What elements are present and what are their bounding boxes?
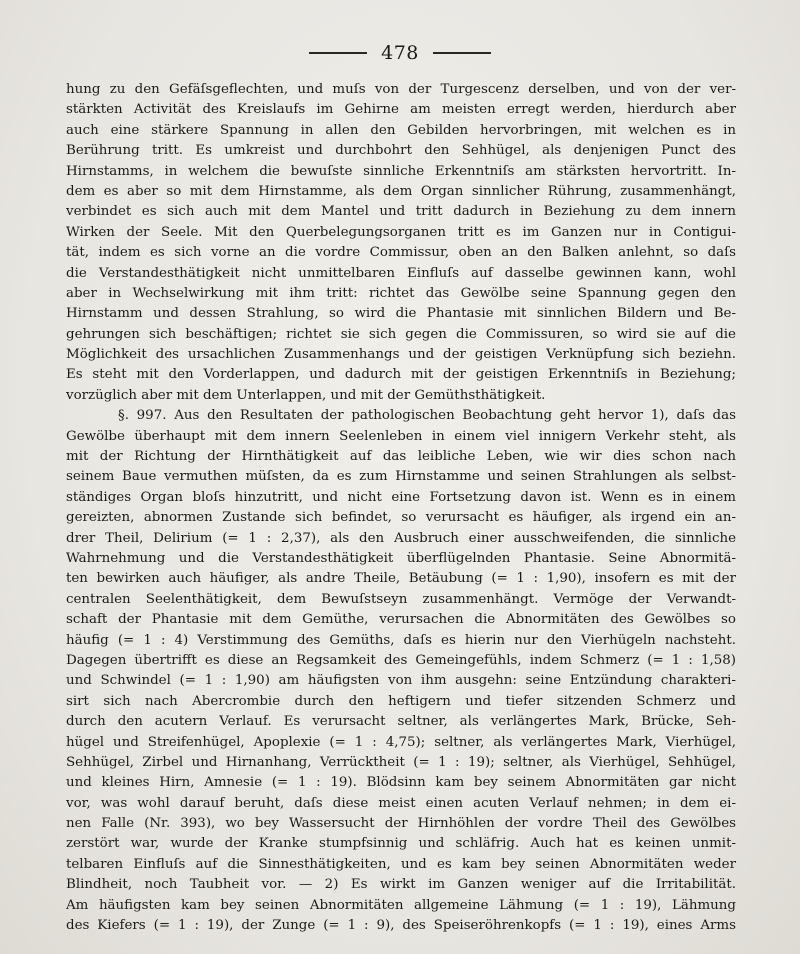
header-rule-right <box>433 52 491 54</box>
text-line: und Schwindel (= 1 : 1,90) am häufigsten von ihm ausgehn: seine Entzündung charakteri- <box>66 673 736 689</box>
text-line: Blindheit, noch Taubheit vor. — 2) Es wirkt im Ganzen weniger auf die Irritabilität. <box>66 877 736 893</box>
text-line: Wahrnehmung und die Verstandesthätigkeit überflügelnden Phantasie. Seine Abnormitä- <box>66 550 736 566</box>
text-line: tät, indem es sich vorne an die vordre Commissur, oben an den Balken anlehnt, so daſs <box>66 245 736 261</box>
text-line: ständiges Organ bloſs hinzutritt, und nicht eine Fortsetzung davon ist. Wenn es in einem <box>66 489 736 505</box>
text-line: ten bewirken auch häufiger, als andre Theile, Betäubung (= 1 : 1,90), insofern es mit der <box>66 571 736 587</box>
text-line: Gewölbe überhaupt mit dem innern Seelenleben in einem viel innigern Verkehr steht, als <box>66 428 736 444</box>
text-line: Möglichkeit des ursachlichen Zusammenhangs und der geistigen Verknüpfung sich beziehn. <box>66 347 736 363</box>
text-line: Sehhügel, Zirbel und Hirnanhang, Verrücktheit (= 1 : 19); seltner, als Vierhügel, Sehhügel, <box>66 754 736 770</box>
text-line: schaft der Phantasie mit dem Gemüthe, verursachen die Abnormitäten des Gewölbes so <box>66 612 736 628</box>
text-line: nen Falle (Nr. 393), wo bey Wassersucht der Hirnhöhlen der vordre Theil des Gewölbes <box>66 816 736 832</box>
text-line: die Verstandesthätigkeit nicht unmittelbaren Einfluſs auf dasselbe gewinnen kann, wohl <box>66 265 736 281</box>
text-line: auch eine stärkere Spannung in allen den Gebilden hervorbringen, mit welchen es in <box>66 122 736 138</box>
text-line: Hirnstamms, in welchem die bewuſste sinnliche Erkenntniſs am stärksten hervortritt. In- <box>66 163 736 179</box>
paragraph-start-line: §. 997. Aus den Resultaten der pathologischen Beobachtung geht hervor 1), daſs das <box>118 408 736 424</box>
text-line: drer Theil, Delirium (= 1 : 2,37), als den Ausbruch einer ausschweifenden, die sinnliche <box>66 530 736 546</box>
text-line: stärkten Activität des Kreislaufs im Gehirne am meisten erregt werden, hierdurch aber <box>66 102 736 118</box>
text-line: telbaren Einfluſs auf die Sinnesthätigkeiten, und es kam bey seinen Abnormitäten weder <box>66 856 736 872</box>
text-line: vorzüglich aber mit dem Unterlappen, und mit der Gemüthsthätigkeit. <box>66 387 546 403</box>
text-line: Dagegen übertrifft es diese an Regsamkeit des Gemeingefühls, indem Schmerz (= 1 : 1,58) <box>66 652 736 668</box>
text-line: seinem Baue vermuthen müſsten, da es zum Hirnstamme und seinen Strahlungen als selbst- <box>66 469 736 485</box>
text-line: Es steht mit den Vorderlappen, und dadurch mit der geistigen Erkenntniſs in Beziehung; <box>66 367 736 383</box>
header-rule-left <box>309 52 367 54</box>
text-line: hung zu den Gefäſsgeflechten, und muſs von der Turgescenz derselben, und von der ver- <box>66 82 736 97</box>
text-line: häufig (= 1 : 4) Verstimmung des Gemüths, daſs es hierin nur den Vierhügeln nachsteht. <box>66 632 736 648</box>
text-line: mit der Richtung der Hirnthätigkeit auf das leibliche Leben, wie wir dies schon nach <box>66 449 736 465</box>
text-line: Hirnstamm und dessen Strahlung, so wird die Phantasie mit sinnlichen Bildern und Be- <box>66 306 736 322</box>
text-line: durch den acutern Verlauf. Es verursacht seltner, als verlängertes Mark, Brücke, Seh- <box>66 714 736 730</box>
text-line: centralen Seelenthätigkeit, dem Bewuſstseyn zusammenhängt. Vermöge der Verwandt- <box>66 591 736 607</box>
text-line: gereizten, abnormen Zustande sich befindet, so verursacht es häufiger, als irgend ein an- <box>66 510 736 526</box>
text-line: und kleines Hirn, Amnesie (= 1 : 19). Blödsinn kam bey seinem Abnormitäten gar nicht <box>66 775 736 791</box>
text-line: Berührung tritt. Es umkreist und durchbohrt den Sehhügel, als denjenigen Punct des <box>66 143 736 159</box>
text-line: vor, was wohl darauf beruht, daſs diese meist einen acuten Verlauf nehmen; in dem ei- <box>66 795 736 811</box>
body-text <box>66 80 736 936</box>
text-line: aber in Wechselwirkung mit ihm tritt: richtet das Gewölbe seine Spannung gegen den <box>66 285 736 301</box>
text-line: gehrungen sich beschäftigen; richtet sie sich gegen die Commissuren, so wird sie auf die <box>66 326 736 342</box>
text-line: sirt sich nach Abercrombie durch den heftigern und tiefer sitzenden Schmerz und <box>66 693 736 709</box>
text-line: Wirken der Seele. Mit den Querbelegungsorganen tritt es im Ganzen nur in Contigui- <box>66 224 736 240</box>
text-line: zerstört war, wurde der Kranke stumpfsinnig und schläfrig. Auch hat es keinen unmit- <box>66 836 736 852</box>
text-line: hügel und Streifenhügel, Apoplexie (= 1 : 4,75); seltner, als verlängertes Mark, Vierhügel, <box>66 734 736 750</box>
text-line: Am häufigsten kam bey seinen Abnormitäten allgemeine Lähmung (= 1 : 19), Lähmung <box>66 897 736 913</box>
text-line: des Kiefers (= 1 : 19), der Zunge (= 1 : 9), des Speiseröhrenkopfs (= 1 : 19), eines Arms <box>66 918 736 934</box>
text-line: dem es aber so mit dem Hirnstamme, als dem Organ sinnlicher Rührung, zusammenhängt, <box>66 183 736 199</box>
page-header <box>0 42 800 64</box>
text-line: verbindet es sich auch mit dem Mantel und tritt dadurch in Beziehung zu dem innern <box>66 204 736 220</box>
page-number: 478 <box>381 42 419 64</box>
